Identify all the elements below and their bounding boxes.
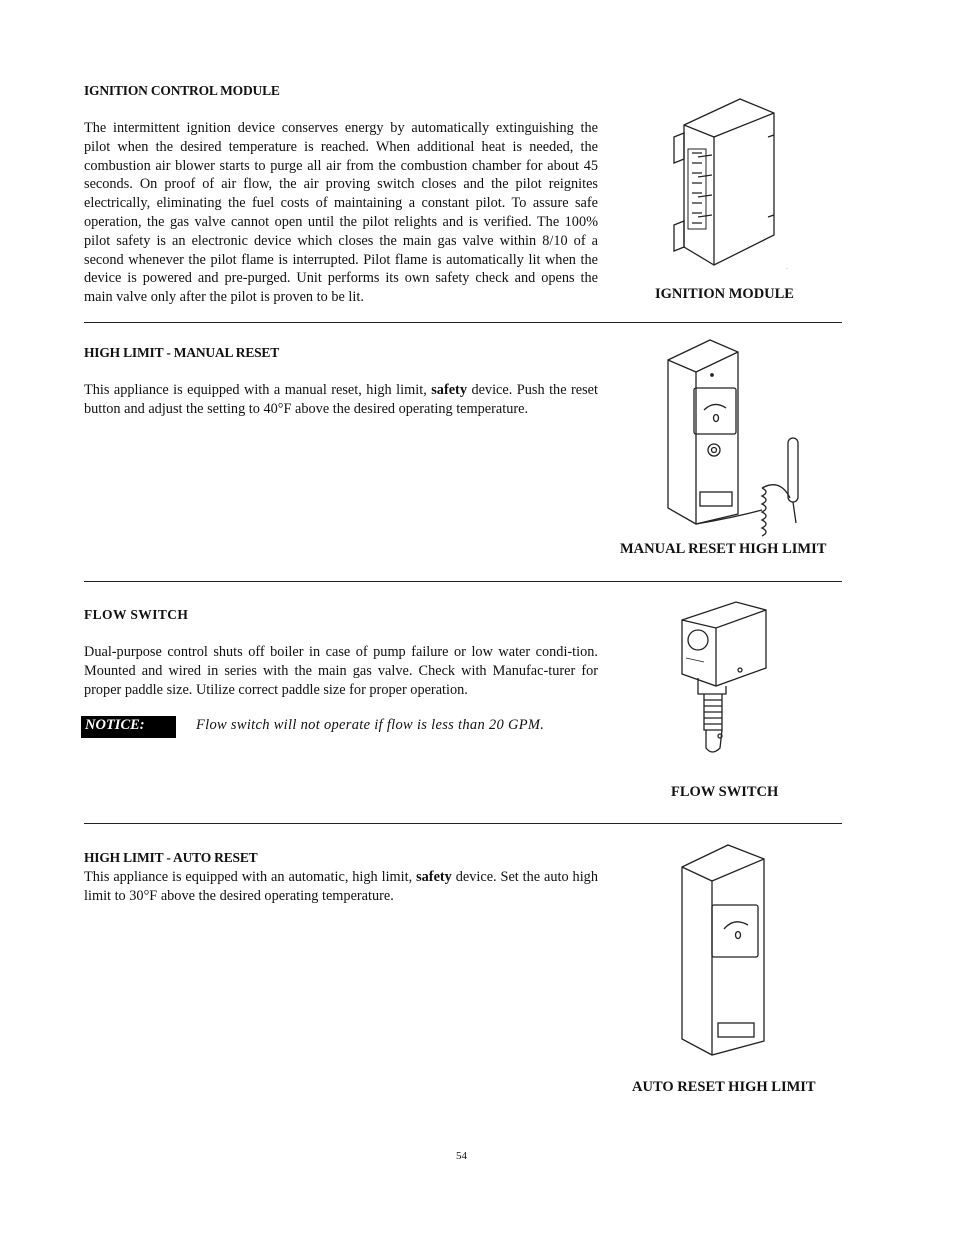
ignition-heading: IGNITION CONTROL MODULE [84, 83, 280, 98]
section-divider [84, 581, 842, 582]
page-number: 54 [456, 1150, 467, 1162]
notice-label: NOTICE: [81, 716, 176, 738]
auto-reset-caption: AUTO RESET HIGH LIMIT [632, 1079, 816, 1095]
manual-reset-high-limit-illustration [662, 338, 807, 528]
ignition-paragraph: The intermittent ignition device conserves energy by automatically extinguishing the pilot when the desired temperature is reached. When additional heat is needed, the combustion air blower starts to purge all air from the combustion chamber for about 45 seconds. On proof of air flow, the air proving switch closes and the pilot reignites electrically, eliminating the fuel costs of maintaining a constant pilot. To assure safe operation, the gas valve cannot open until the pilot relights and is verified. The 100% pilot safety is an electronic device which closes the main gas valve within 8/10 of a second whenever the pilot flame is interrupted. Pilot flame is automatically lit when the device is powered and pre-purged. Unit performs its own safety check and opens the main valve only after the pilot is proven to be lit. [84, 120, 598, 306]
flow-switch-paragraph: Dual-purpose control shuts off boiler in case of pump failure or low water condi-tion. Mounted and wired in series with the main gas valve. Check with Manufac-turer for proper paddle size. Utilize correct paddle size for proper operation. [84, 644, 598, 698]
section-divider [84, 823, 842, 824]
auto-reset-paragraph: This appliance is equipped with an automatic, high limit, safety device. Set the auto high limit to 30°F above the desired operating temperature. [84, 869, 598, 904]
notice-text: Flow switch will not operate if flow is less than 20 GPM. [196, 717, 545, 733]
auto-reset-heading: HIGH LIMIT - AUTO RESET [84, 850, 258, 865]
manual-reset-paragraph: This appliance is equipped with a manual reset, high limit, safety device. Push the reset button and adjust the setting to 40°F above the desired operating temperature. [84, 382, 598, 417]
flow-switch-illustration [676, 598, 776, 760]
ignition-module-illustration [668, 97, 788, 272]
svg-text:.: . [786, 264, 788, 271]
ignition-module-caption: IGNITION MODULE [655, 286, 794, 302]
flow-switch-heading: FLOW SWITCH [84, 607, 189, 622]
flow-switch-caption: FLOW SWITCH [671, 784, 779, 800]
auto-reset-high-limit-illustration [676, 843, 771, 1058]
manual-reset-caption: MANUAL RESET HIGH LIMIT [620, 541, 827, 557]
section-divider [84, 322, 842, 323]
manual-reset-heading: HIGH LIMIT - MANUAL RESET [84, 345, 280, 360]
